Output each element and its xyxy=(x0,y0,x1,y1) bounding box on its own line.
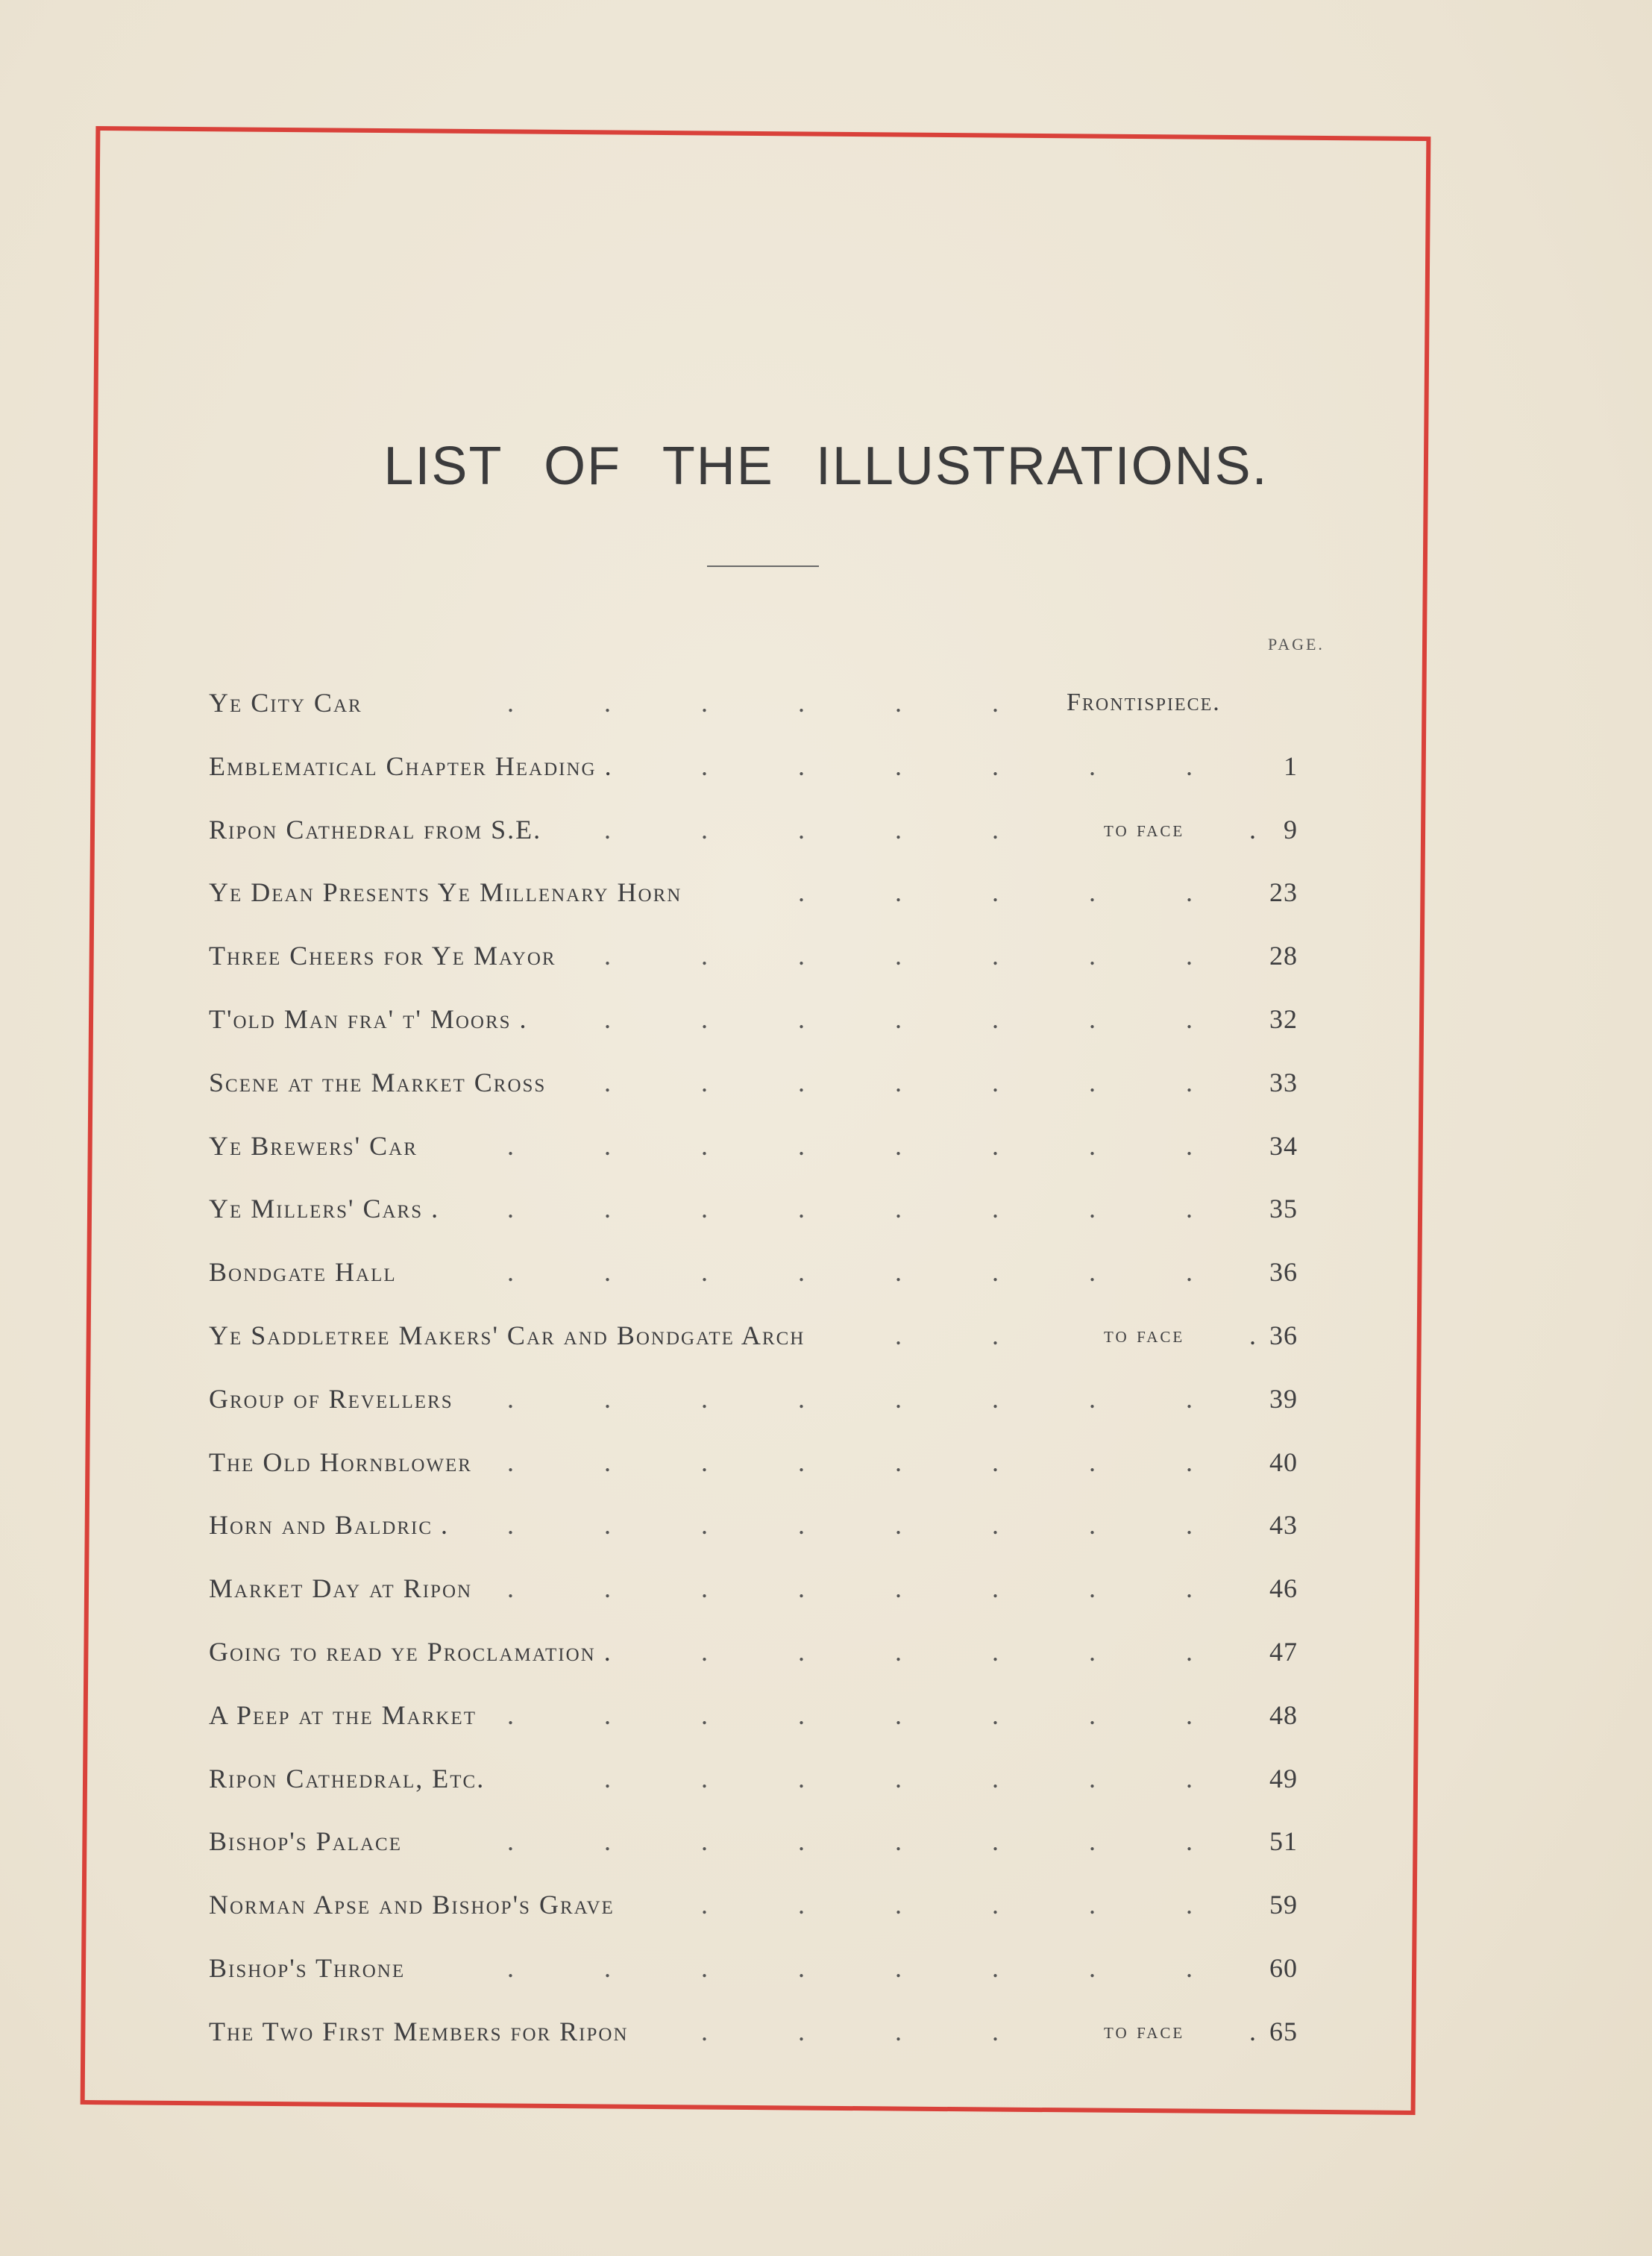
leader-dot: . xyxy=(895,1890,903,1920)
page-number: 49 xyxy=(1269,1763,1298,1793)
leader-dots xyxy=(209,1873,1328,1937)
leader-dot: . xyxy=(701,1130,709,1161)
list-item xyxy=(209,1747,1328,1811)
leader-dot: . xyxy=(1089,1067,1097,1097)
illustration-title: The Old Hornblower xyxy=(209,1447,472,1477)
page-number: 60 xyxy=(1269,1952,1298,1983)
leader-dot: . xyxy=(507,1130,515,1161)
leader-dot: . xyxy=(507,1447,515,1477)
leader-dot: . xyxy=(1249,1320,1257,1350)
list-item xyxy=(209,671,1328,735)
illustration-title: Ye Dean Presents Ye Millenary Horn xyxy=(209,877,682,908)
leader-dot: . xyxy=(1089,1130,1097,1161)
illustration-title: Ye Brewers' Car xyxy=(209,1130,418,1161)
leader-dot: . xyxy=(895,1320,903,1350)
page-number: 40 xyxy=(1269,1447,1298,1477)
leader-dot: . xyxy=(507,1699,515,1730)
leader-dot: . xyxy=(604,941,612,971)
leader-dot: . xyxy=(992,1952,1000,1983)
leader-dot: . xyxy=(701,1257,709,1288)
leader-dot: . xyxy=(507,1510,515,1541)
page-number: 51 xyxy=(1269,1826,1298,1857)
leader-dot: . xyxy=(798,1952,806,1983)
leader-dot: . xyxy=(992,751,1000,781)
leader-dot: . xyxy=(992,1826,1000,1857)
leader-dot: . xyxy=(1249,814,1257,845)
list-item xyxy=(209,1431,1328,1494)
leader-dot: . xyxy=(701,1383,709,1414)
leader-dot: . xyxy=(1186,1447,1194,1477)
leader-dot: . xyxy=(1186,1067,1194,1097)
leader-dot: . xyxy=(507,1383,515,1414)
leader-dot: . xyxy=(604,1194,612,1224)
leader-dot: . xyxy=(1186,1573,1194,1604)
illustration-title: Group of Revellers xyxy=(209,1383,453,1414)
list-item xyxy=(209,1115,1328,1178)
leader-dot: . xyxy=(895,1130,903,1161)
list-item xyxy=(209,1684,1328,1747)
illustration-title: The Two First Members for Ripon xyxy=(209,2016,629,2046)
leader-dot: . xyxy=(895,751,903,781)
leader-dots xyxy=(209,1177,1328,1241)
leader-dot: . xyxy=(507,1257,515,1288)
leader-dot: . xyxy=(1089,877,1097,908)
illustration-note: Frontispiece. xyxy=(1067,689,1221,716)
leader-dot: . xyxy=(798,877,806,908)
page-number: 48 xyxy=(1269,1699,1298,1730)
leader-dot: . xyxy=(895,1257,903,1288)
leader-dot: . xyxy=(992,1447,1000,1477)
leader-dot: . xyxy=(701,1763,709,1793)
leader-dot: . xyxy=(992,1067,1000,1097)
leader-dot: . xyxy=(895,1194,903,1224)
page-number: 59 xyxy=(1269,1890,1298,1920)
leader-dot: . xyxy=(992,814,1000,845)
leader-dot: . xyxy=(992,1510,1000,1541)
page-number: 32 xyxy=(1269,1003,1298,1034)
leader-dot: . xyxy=(1089,1952,1097,1983)
leader-dot: . xyxy=(1089,1890,1097,1920)
list-item xyxy=(209,1810,1328,1873)
leader-dot: . xyxy=(701,1510,709,1541)
illustration-title: Ye Saddletree Makers' Car and Bondgate Arch xyxy=(209,1320,805,1350)
leader-dot: . xyxy=(992,2016,1000,2046)
leader-dot: . xyxy=(798,814,806,845)
leader-dot: . xyxy=(895,1067,903,1097)
leader-dot: . xyxy=(798,1257,806,1288)
leader-dot: . xyxy=(895,1699,903,1730)
leader-dot: . xyxy=(798,1890,806,1920)
list-item xyxy=(209,861,1328,924)
leader-dot: . xyxy=(992,1320,1000,1350)
list-item xyxy=(209,1177,1328,1241)
leader-dot: . xyxy=(1186,1636,1194,1667)
leader-dot: . xyxy=(604,1699,612,1730)
leader-dot: . xyxy=(798,1130,806,1161)
illustration-title: Emblematical Chapter Heading . xyxy=(209,751,613,781)
illustration-title: Going to read ye Proclamation . xyxy=(209,1636,612,1667)
leader-dot: . xyxy=(1089,1510,1097,1541)
leader-dot: . xyxy=(895,877,903,908)
leader-dot: . xyxy=(1089,1383,1097,1414)
leader-dot: . xyxy=(604,1067,612,1097)
leader-dot: . xyxy=(992,1573,1000,1604)
title-rule xyxy=(707,565,819,567)
leader-dot: . xyxy=(701,2016,709,2046)
leader-dot: . xyxy=(1186,941,1194,971)
leader-dot: . xyxy=(604,1573,612,1604)
leader-dot: . xyxy=(604,1763,612,1793)
page-number: 39 xyxy=(1269,1383,1298,1414)
leader-dot: . xyxy=(701,751,709,781)
leader-dot: . xyxy=(701,1194,709,1224)
leader-dot: . xyxy=(798,1573,806,1604)
page-number: 36 xyxy=(1269,1257,1298,1288)
page-number: 23 xyxy=(1269,877,1298,908)
page-number: 9 xyxy=(1284,814,1298,845)
illustration-title: Bishop's Throne xyxy=(209,1952,406,1983)
page-number: 47 xyxy=(1269,1636,1298,1667)
list-item xyxy=(209,1494,1328,1557)
leader-dot: . xyxy=(1186,877,1194,908)
leader-dots xyxy=(209,1937,1328,2000)
leader-dot: . xyxy=(1089,941,1097,971)
leader-dot: . xyxy=(798,1447,806,1477)
leader-dot: . xyxy=(604,1952,612,1983)
leader-dots xyxy=(209,1241,1328,1304)
leader-dot: . xyxy=(604,1447,612,1477)
leader-dot: . xyxy=(798,941,806,971)
leader-dot: . xyxy=(507,1573,515,1604)
illustration-title: Bondgate Hall xyxy=(209,1257,397,1288)
leader-dot: . xyxy=(507,1826,515,1857)
leader-dot: . xyxy=(992,941,1000,971)
leader-dots xyxy=(209,1051,1328,1115)
leader-dot: . xyxy=(992,1194,1000,1224)
leader-dot: . xyxy=(895,941,903,971)
leader-dot: . xyxy=(1186,1890,1194,1920)
list-item xyxy=(209,1241,1328,1304)
list-item xyxy=(209,1367,1328,1431)
leader-dot: . xyxy=(1089,1194,1097,1224)
list-item xyxy=(209,1051,1328,1115)
leader-dot: . xyxy=(1089,1573,1097,1604)
leader-dots xyxy=(209,1620,1328,1684)
leader-dot: . xyxy=(895,2016,903,2046)
leader-dot: . xyxy=(895,1003,903,1034)
page-number: 65 xyxy=(1269,2016,1298,2046)
illustration-title: Ye Millers' Cars . xyxy=(209,1194,440,1224)
leader-dots xyxy=(209,1810,1328,1873)
leader-dot: . xyxy=(1089,1447,1097,1477)
leader-dot: . xyxy=(507,1194,515,1224)
list-item xyxy=(209,988,1328,1051)
leader-dot: . xyxy=(895,1763,903,1793)
leader-dots xyxy=(209,1684,1328,1747)
leader-dot: . xyxy=(701,1003,709,1034)
leader-dot: . xyxy=(701,1952,709,1983)
leader-dot: . xyxy=(1186,1130,1194,1161)
leader-dot: . xyxy=(992,1763,1000,1793)
leader-dot: . xyxy=(604,1826,612,1857)
list-item xyxy=(209,798,1328,862)
list-item xyxy=(209,1557,1328,1620)
leader-dot: . xyxy=(895,814,903,845)
leader-dots xyxy=(209,1494,1328,1557)
leader-dots xyxy=(209,1115,1328,1178)
leader-dot: . xyxy=(1089,1763,1097,1793)
leader-dot: . xyxy=(1089,1826,1097,1857)
leader-dot: . xyxy=(1186,1194,1194,1224)
leader-dot: . xyxy=(1089,1699,1097,1730)
leader-dot: . xyxy=(895,1383,903,1414)
leader-dots xyxy=(209,735,1328,798)
page-number: 35 xyxy=(1269,1194,1298,1224)
leader-dot: . xyxy=(701,1636,709,1667)
leader-dots xyxy=(209,924,1328,988)
leader-dot: . xyxy=(992,877,1000,908)
leader-dot: . xyxy=(992,1636,1000,1667)
illustration-title: T'old Man fra' t' Moors . xyxy=(209,1003,528,1034)
leader-dot: . xyxy=(1186,1383,1194,1414)
leader-dot: . xyxy=(604,1383,612,1414)
leader-dot: . xyxy=(701,1573,709,1604)
leader-dot: . xyxy=(992,1003,1000,1034)
illustration-title: Ye City Car xyxy=(209,688,362,718)
page-number: 46 xyxy=(1269,1573,1298,1604)
leader-dot: . xyxy=(604,688,612,718)
leader-dot: . xyxy=(604,1257,612,1288)
leader-dot: . xyxy=(1186,1763,1194,1793)
leader-dot: . xyxy=(1186,1699,1194,1730)
list-item xyxy=(209,1937,1328,2000)
leader-dot: . xyxy=(1186,1257,1194,1288)
leader-dot: . xyxy=(798,1826,806,1857)
leader-dots xyxy=(209,861,1328,924)
list-item xyxy=(209,1304,1328,1367)
leader-dot: . xyxy=(798,1510,806,1541)
leader-dot: . xyxy=(1089,1003,1097,1034)
leader-dot: . xyxy=(895,1636,903,1667)
leader-dot: . xyxy=(1089,1636,1097,1667)
illustration-title: Three Cheers for Ye Mayor xyxy=(209,941,556,971)
leader-dot: . xyxy=(895,1573,903,1604)
leader-dot: . xyxy=(1186,751,1194,781)
leader-dot: . xyxy=(895,1952,903,1983)
leader-dot: . xyxy=(992,1130,1000,1161)
leader-dot: . xyxy=(798,1383,806,1414)
leader-dot: . xyxy=(507,1952,515,1983)
page-number: 36 xyxy=(1269,1320,1298,1350)
list-item xyxy=(209,924,1328,988)
illustration-title: A Peep at the Market xyxy=(209,1699,477,1730)
leader-dot: . xyxy=(895,1447,903,1477)
list-item xyxy=(209,2000,1328,2064)
leader-dot: . xyxy=(798,1003,806,1034)
leader-dot: . xyxy=(798,1067,806,1097)
page-number: 34 xyxy=(1269,1130,1298,1161)
leader-dot: . xyxy=(701,1826,709,1857)
leader-dot: . xyxy=(701,1067,709,1097)
leader-dot: . xyxy=(798,1194,806,1224)
leader-dot: . xyxy=(701,814,709,845)
leader-dot: . xyxy=(604,1510,612,1541)
leader-dots xyxy=(209,1367,1328,1431)
leader-dot: . xyxy=(992,688,1000,718)
list-item xyxy=(209,735,1328,798)
illustration-note: to face xyxy=(1104,1322,1185,1347)
illustration-title: Ripon Cathedral from S.E. xyxy=(209,814,542,845)
leader-dot: . xyxy=(701,941,709,971)
page-number: 33 xyxy=(1269,1067,1298,1097)
illustration-title: Scene at the Market Cross xyxy=(209,1067,547,1097)
illustrations-list xyxy=(209,671,1328,2064)
leader-dot: . xyxy=(1089,1257,1097,1288)
leader-dot: . xyxy=(895,1510,903,1541)
leader-dots xyxy=(209,1747,1328,1811)
leader-dot: . xyxy=(992,1890,1000,1920)
illustration-note: to face xyxy=(1104,816,1185,842)
leader-dot: . xyxy=(701,1890,709,1920)
leader-dot: . xyxy=(1186,1003,1194,1034)
leader-dot: . xyxy=(798,1763,806,1793)
leader-dot: . xyxy=(798,1699,806,1730)
page-number: 1 xyxy=(1284,751,1298,781)
leader-dot: . xyxy=(701,1447,709,1477)
leader-dots xyxy=(209,1557,1328,1620)
leader-dot: . xyxy=(992,1383,1000,1414)
illustration-title: Norman Apse and Bishop's Grave xyxy=(209,1890,615,1920)
leader-dot: . xyxy=(507,688,515,718)
leader-dot: . xyxy=(895,688,903,718)
illustration-title: Bishop's Palace xyxy=(209,1826,402,1857)
leader-dot: . xyxy=(1186,1952,1194,1983)
page-number: 43 xyxy=(1269,1510,1298,1541)
leader-dot: . xyxy=(604,1130,612,1161)
illustration-title: Ripon Cathedral, Etc. xyxy=(209,1763,486,1793)
page-number: 28 xyxy=(1269,941,1298,971)
leader-dots xyxy=(209,1431,1328,1494)
page-column-header: PAGE. xyxy=(1268,635,1325,654)
leader-dot: . xyxy=(1249,2016,1257,2046)
leader-dot: . xyxy=(798,1636,806,1667)
leader-dot: . xyxy=(1089,751,1097,781)
list-item xyxy=(209,1620,1328,1684)
leader-dots xyxy=(209,988,1328,1051)
illustration-title: Horn and Baldric . xyxy=(209,1510,450,1541)
illustration-note: to face xyxy=(1104,2018,1185,2043)
leader-dot: . xyxy=(604,814,612,845)
leader-dot: . xyxy=(798,751,806,781)
page-title: LIST OF THE ILLUSTRATIONS. xyxy=(383,436,1269,496)
leader-dot: . xyxy=(701,688,709,718)
leader-dot: . xyxy=(992,1257,1000,1288)
leader-dot: . xyxy=(992,1699,1000,1730)
list-item xyxy=(209,1873,1328,1937)
leader-dot: . xyxy=(895,1826,903,1857)
leader-dot: . xyxy=(604,1003,612,1034)
leader-dot: . xyxy=(798,688,806,718)
illustration-title: Market Day at Ripon xyxy=(209,1573,473,1604)
leader-dot: . xyxy=(1186,1826,1194,1857)
leader-dot: . xyxy=(701,1699,709,1730)
leader-dot: . xyxy=(1186,1510,1194,1541)
leader-dot: . xyxy=(798,2016,806,2046)
